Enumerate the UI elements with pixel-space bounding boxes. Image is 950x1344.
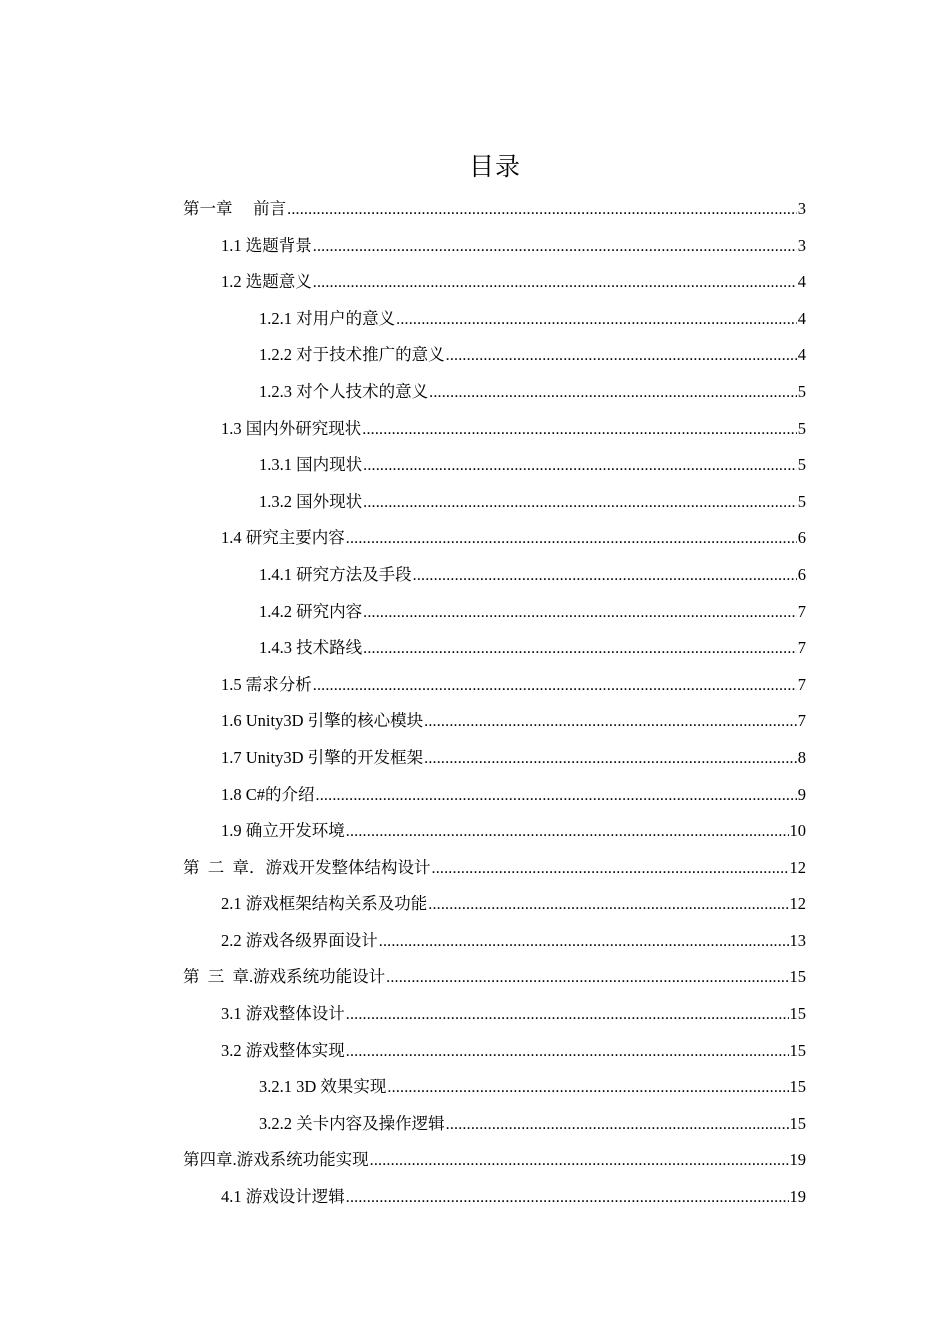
toc-entry[interactable] [183, 1069, 806, 1106]
toc-page-number: 13 [789, 930, 806, 950]
toc-entry[interactable] [183, 703, 806, 740]
toc-entry-title: 2.2 游戏各级界面设计 [221, 930, 378, 950]
toc-page-number: 3 [797, 235, 806, 255]
toc-entry-title: 1.5 需求分析 [221, 674, 312, 694]
toc-dot-leader [363, 631, 797, 668]
toc-entry[interactable] [183, 630, 806, 667]
toc-dot-leader [387, 1070, 788, 1107]
toc-page-number: 6 [797, 564, 806, 584]
toc-dot-leader [413, 558, 797, 595]
toc-dot-leader [432, 851, 789, 888]
toc-entry-title: 1.2 选题意义 [221, 272, 312, 292]
toc-page-number: 5 [797, 455, 806, 475]
toc-dot-leader [429, 375, 797, 412]
toc-dot-leader [379, 924, 789, 961]
toc-entry-title: 1.4.2 研究内容 [259, 601, 363, 621]
toc-dot-leader [346, 1034, 789, 1071]
toc-dot-leader [363, 595, 797, 632]
toc-dot-leader [313, 668, 797, 705]
toc-dot-leader [428, 887, 788, 924]
toc-entry[interactable] [183, 996, 806, 1033]
toc-page-number: 19 [789, 1150, 806, 1170]
toc-entry[interactable] [183, 411, 806, 448]
toc-page-number: 15 [789, 1113, 806, 1133]
toc-entry-title: 1.1 选题背景 [221, 235, 312, 255]
toc-entry[interactable] [183, 1142, 806, 1179]
toc-dot-leader [370, 1143, 789, 1180]
toc-page-number: 15 [789, 1004, 806, 1024]
toc-entry-title: 3.1 游戏整体设计 [221, 1004, 345, 1024]
toc-entry[interactable] [183, 337, 806, 374]
toc-dot-leader [363, 485, 797, 522]
toc-page-number: 5 [797, 381, 806, 401]
toc-dot-leader [386, 960, 788, 997]
toc-dot-leader [346, 521, 797, 558]
toc-entry[interactable] [183, 886, 806, 923]
toc-entry[interactable] [183, 1179, 806, 1216]
toc-entry-title: 1.3 国内外研究现状 [221, 418, 362, 438]
toc-entry[interactable] [183, 923, 806, 960]
toc-page-number: 10 [789, 821, 806, 841]
toc-entry[interactable] [183, 1033, 806, 1070]
toc-entry-title: 3.2.1 3D 效果实现 [259, 1077, 387, 1097]
table-of-contents [183, 191, 806, 1216]
toc-page-number: 15 [789, 1077, 806, 1097]
toc-dot-leader [424, 704, 797, 741]
toc-entry-title: 2.1 游戏框架结构关系及功能 [221, 894, 428, 914]
toc-entry-title: 1.3.1 国内现状 [259, 455, 363, 475]
toc-entry-title: 第一章 前言 [183, 199, 287, 218]
toc-page-number: 19 [789, 1187, 806, 1207]
toc-dot-leader [446, 1107, 789, 1144]
toc-entry[interactable] [183, 484, 806, 521]
toc-entry[interactable] [183, 264, 806, 301]
toc-page-number: 9 [797, 784, 806, 804]
toc-entry-title: 1.2.2 对于技术推广的意义 [259, 345, 445, 365]
toc-page-number: 8 [797, 747, 806, 767]
toc-entry-title: 1.2.3 对个人技术的意义 [259, 381, 429, 401]
toc-entry[interactable] [183, 301, 806, 338]
toc-entry[interactable] [183, 447, 806, 484]
toc-entry-title: 第四章.游戏系统功能实现 [183, 1150, 369, 1170]
toc-dot-leader [313, 265, 797, 302]
toc-page-number: 7 [797, 601, 806, 621]
toc-page-number: 4 [797, 345, 806, 365]
toc-page-number: 7 [797, 638, 806, 658]
toc-entry-title: 1.9 确立开发环境 [221, 821, 345, 841]
toc-entry[interactable] [183, 667, 806, 704]
toc-entry[interactable] [183, 1106, 806, 1143]
toc-dot-leader [287, 192, 797, 229]
toc-entry-title: 第 二 章．游戏开发整体结构设计 [183, 857, 431, 877]
toc-entry-title: 1.7 Unity3D 引擎的开发框架 [221, 747, 424, 767]
toc-dot-leader [424, 741, 797, 778]
toc-dot-leader [346, 1180, 789, 1217]
toc-page-number: 15 [789, 967, 806, 987]
toc-entry[interactable] [183, 813, 806, 850]
toc-entry[interactable] [183, 959, 806, 996]
toc-page-number: 15 [789, 1040, 806, 1060]
toc-page-number: 6 [797, 528, 806, 548]
toc-entry-title: 1.4.1 研究方法及手段 [259, 564, 412, 584]
toc-page-number: 5 [797, 491, 806, 511]
toc-entry-title: 4.1 游戏设计逻辑 [221, 1187, 345, 1207]
toc-entry[interactable] [183, 740, 806, 777]
toc-dot-leader [313, 229, 797, 266]
toc-entry[interactable] [183, 228, 806, 265]
toc-page-number: 12 [789, 857, 806, 877]
toc-page-number: 7 [797, 674, 806, 694]
toc-dot-leader [362, 412, 797, 449]
toc-page-number: 7 [797, 711, 806, 731]
toc-dot-leader [396, 302, 797, 339]
toc-page-number: 12 [789, 894, 806, 914]
toc-entry-title: 3.2 游戏整体实现 [221, 1040, 345, 1060]
toc-entry[interactable] [183, 191, 806, 228]
toc-entry[interactable] [183, 374, 806, 411]
toc-page-number: 4 [797, 308, 806, 328]
toc-entry-title: 1.8 C#的介绍 [221, 784, 315, 804]
toc-entry[interactable] [183, 520, 806, 557]
toc-dot-leader [363, 448, 797, 485]
toc-entry[interactable] [183, 777, 806, 814]
toc-dot-leader [316, 778, 797, 815]
toc-entry-title: 1.2.1 对用户的意义 [259, 308, 396, 328]
toc-dot-leader [446, 338, 797, 375]
toc-entry-title: 第 三 章.游戏系统功能设计 [183, 967, 386, 987]
toc-entry-title: 3.2.2 关卡内容及操作逻辑 [259, 1113, 445, 1133]
toc-page-number: 4 [797, 272, 806, 292]
toc-entry-title: 1.3.2 国外现状 [259, 491, 363, 511]
toc-dot-leader [346, 997, 789, 1034]
toc-entry-title: 1.4 研究主要内容 [221, 528, 345, 548]
toc-title: 目录 [468, 154, 521, 181]
toc-page-number: 3 [797, 199, 806, 218]
toc-page-number: 5 [797, 418, 806, 438]
toc-entry-title: 1.4.3 技术路线 [259, 638, 363, 658]
toc-entry[interactable] [183, 557, 806, 594]
toc-entry[interactable] [183, 850, 806, 887]
toc-entry[interactable] [183, 594, 806, 631]
toc-dot-leader [346, 814, 789, 851]
toc-entry-title: 1.6 Unity3D 引擎的核心模块 [221, 711, 424, 731]
